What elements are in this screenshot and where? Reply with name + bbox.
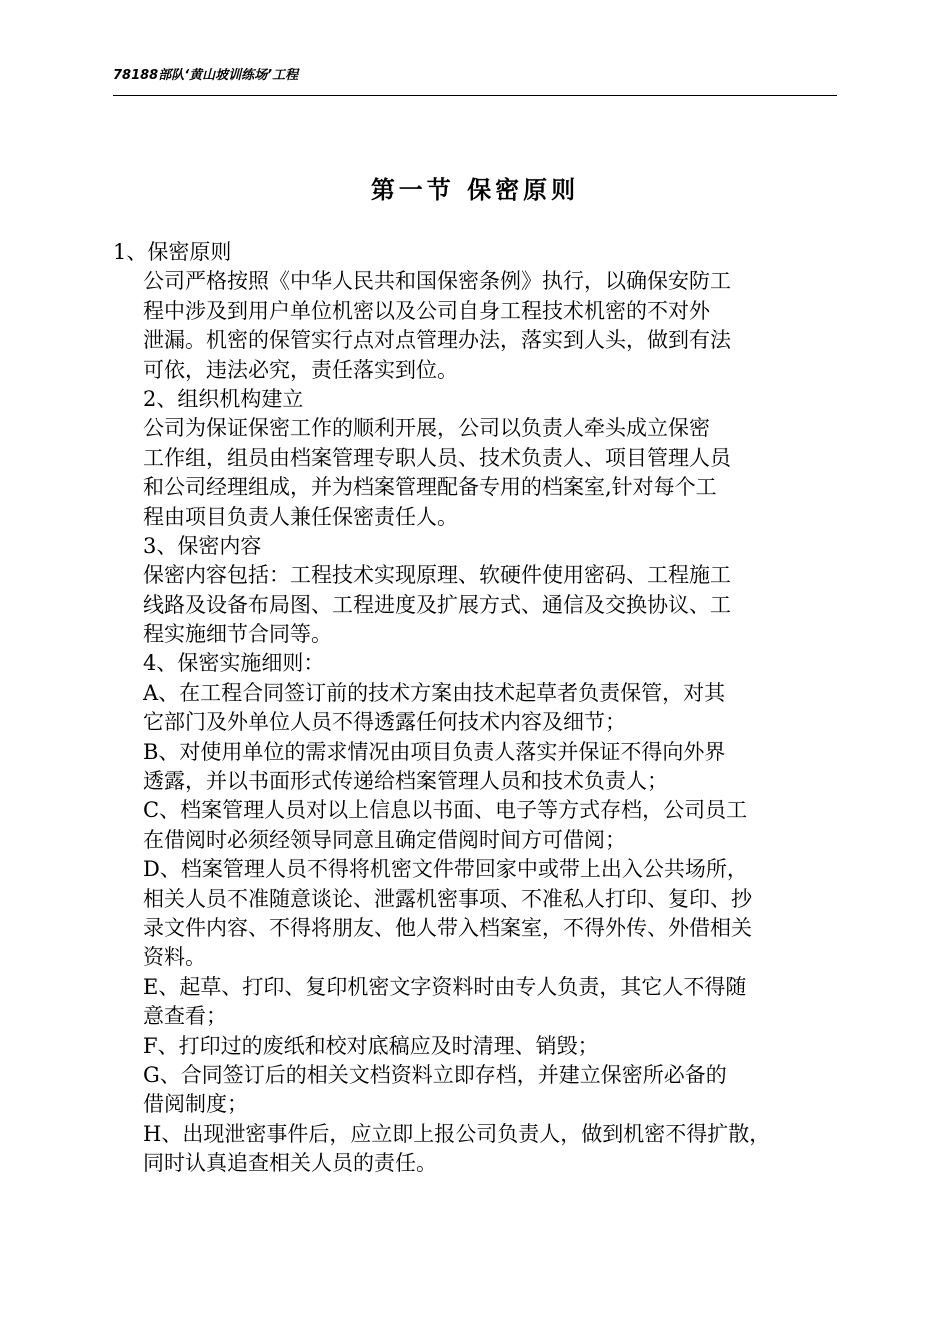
text-line: A、在工程合同签订前的技术方案由技术起草者负责保管，对其 bbox=[143, 680, 726, 705]
text-line: E、起草、打印、复印机密文字资料时由专人负责，其它人不得随 bbox=[143, 974, 747, 999]
text-line: 保密内容包括：工程技术实现原理、软硬件使用密码、工程施工 bbox=[143, 563, 731, 588]
text-line: 透露，并以书面形式传递给档案管理人员和技术负责人； bbox=[143, 769, 668, 794]
text-line: 意查看； bbox=[143, 1004, 227, 1029]
text-line: 同时认真追查相关人员的责任。 bbox=[143, 1151, 437, 1176]
text-line: 1、保密原则 bbox=[113, 240, 232, 264]
text-line: 2、组织机构建立 bbox=[143, 386, 304, 411]
text-line: 程中涉及到用户单位机密以及公司自身工程技术机密的不对外 bbox=[143, 298, 710, 323]
text-line: D、档案管理人员不得将机密文件带回家中或带上出入公共场所， bbox=[143, 857, 748, 882]
text-line: 泄漏。机密的保管实行点对点管理办法，落实到人头，做到有法 bbox=[143, 328, 731, 353]
text-line: 公司为保证保密工作的顺利开展，公司以负责人牵头成立保密 bbox=[143, 416, 710, 441]
text-line: 它部门及外单位人员不得透露任何技术内容及细节； bbox=[143, 710, 626, 735]
text-line: 4、保密实施细则： bbox=[143, 651, 325, 676]
text-line: B、对使用单位的需求情况由项目负责人落实并保证不得向外界 bbox=[143, 739, 726, 764]
text-line: 相关人员不准随意谈论、泄露机密事项、不准私人打印、复印、抄 bbox=[143, 886, 752, 911]
header-divider bbox=[113, 95, 837, 96]
text-line: 3、保密内容 bbox=[143, 533, 262, 558]
text-line: F、打印过的废纸和校对底稿应及时清理、销毁； bbox=[143, 1033, 599, 1058]
text-line: 在借阅时必须经领导同意且确定借阅时间方可借阅； bbox=[143, 827, 626, 852]
text-line: 公司严格按照《中华人民共和国保密条例》执行，以确保安防工 bbox=[143, 269, 731, 294]
text-line: C、档案管理人员对以上信息以书面、电子等方式存档，公司员工 bbox=[143, 798, 748, 823]
text-line: 借阅制度； bbox=[143, 1092, 248, 1117]
text-line: 和公司经理组成，并为档案管理配备专用的档案室,针对每个工 bbox=[143, 475, 717, 500]
text-line: 资料。 bbox=[143, 945, 206, 970]
text-line: 线路及设备布局图、工程进度及扩展方式、通信及交换协议、工 bbox=[143, 592, 731, 617]
body-text bbox=[113, 238, 843, 1179]
text-line: 可依，违法必究，责任落实到位。 bbox=[143, 357, 458, 382]
text-line: 程实施细节合同等。 bbox=[143, 622, 332, 647]
text-line: H、出现泄密事件后，应立即上报公司负责人，做到机密不得扩散， bbox=[143, 1121, 771, 1146]
text-line: 程由项目负责人兼任保密责任人。 bbox=[143, 504, 458, 529]
text-line: 工作组，组员由档案管理专职人员、技术负责人、项目管理人员 bbox=[143, 445, 731, 470]
running-header: 78188部队‘黄山坡训练场’工程 bbox=[113, 68, 299, 83]
section-title: 第一节 保密原则 bbox=[370, 176, 580, 204]
text-line: 录文件内容、不得将朋友、他人带入档案室，不得外传、外借相关 bbox=[143, 915, 752, 940]
text-line: G、合同签订后的相关文档资料立即存档，并建立保密所必备的 bbox=[143, 1062, 727, 1087]
